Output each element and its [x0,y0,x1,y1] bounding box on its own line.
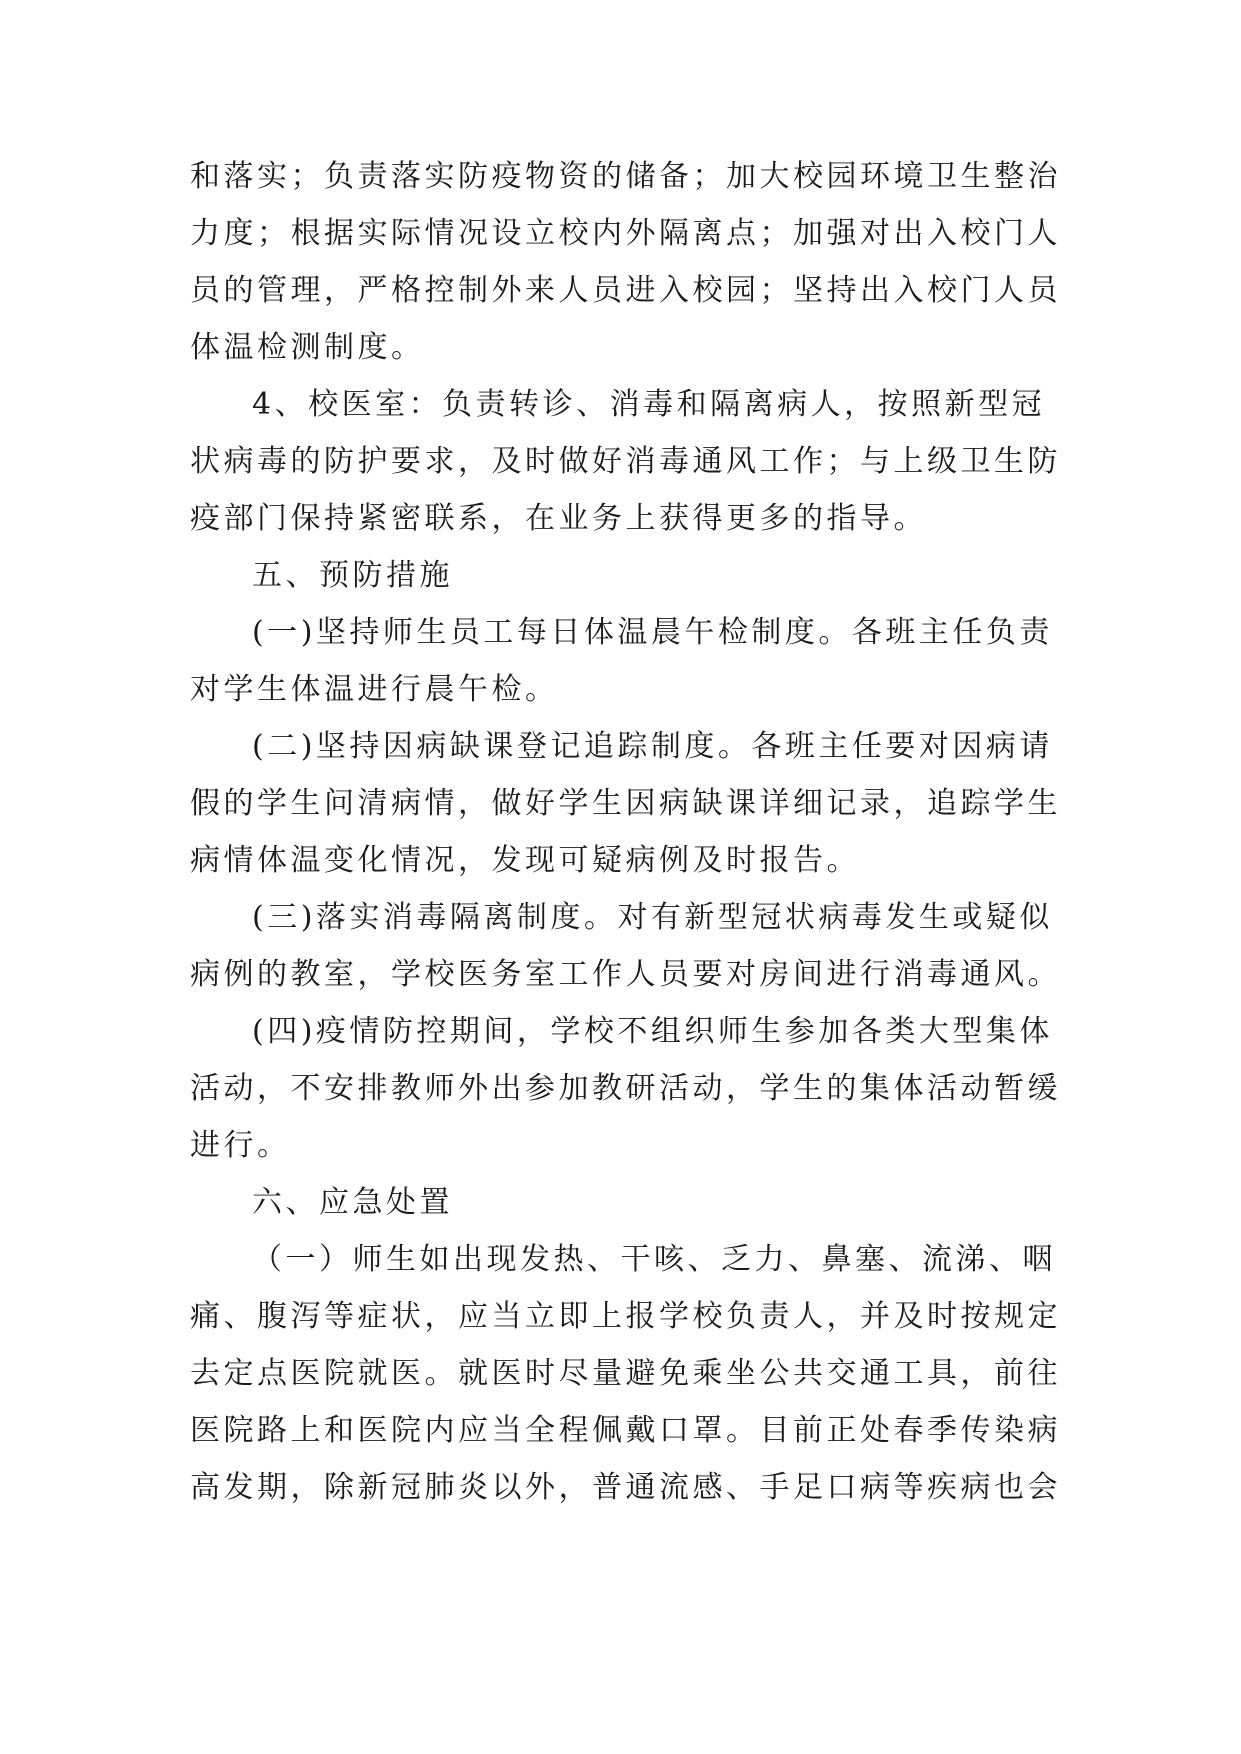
text-line: 对学生体温进行晨午检。 [190,672,559,707]
text-line: 病例的教室，学校医务室工作人员要对房间进行消毒通风。 [190,957,1061,992]
text-line: 去定点医院就医。就医时尽量避免乘坐公共交通工具，前往 [190,1356,1061,1391]
text-line: 医院路上和医院内应当全程佩戴口罩。目前正处春季传染病 [190,1413,1061,1448]
text-line: 疫部门保持紧密联系，在业务上获得更多的指导。 [190,501,927,536]
paragraph-start-line: （一）师生如出现发热、干咳、乏力、鼻塞、流涕、咽 [252,1242,1056,1277]
paragraph-start-line: (二)坚持因病缺课登记追踪制度。各班主任要对因病请 [252,729,1053,764]
text-line: 高发期，除新冠肺炎以外，普通流感、手足口病等疾病也会 [190,1470,1061,1505]
paragraph-start-line: (三)落实消毒隔离制度。对有新型冠状病毒发生或疑似 [252,900,1053,935]
text-line: 病情体温变化情况，发现可疑病例及时报告。 [190,843,860,878]
section-heading: 五、预防措施 [252,558,453,593]
text-line: 活动，不安排教师外出参加教研活动，学生的集体活动暂缓 [190,1071,1061,1106]
text-line: 痛、腹泻等症状，应当立即上报学校负责人，并及时按规定 [190,1299,1061,1334]
text-line: 进行。 [190,1128,291,1163]
document-page [190,148,1061,1516]
text-line: 和落实；负责落实防疫物资的储备；加大校园环境卫生整治 [190,159,1061,194]
text-line: 状病毒的防护要求，及时做好消毒通风工作；与上级卫生防 [190,444,1061,479]
text-line: 力度；根据实际情况设立校内外隔离点；加强对出入校门人 [190,216,1061,251]
section-heading: 六、应急处置 [252,1185,453,1220]
text-line: 体温检测制度。 [190,330,425,365]
paragraph-start-line: (一)坚持师生员工每日体温晨午检制度。各班主任负责 [252,615,1053,650]
paragraph-start-line: (四)疫情防控期间，学校不组织师生参加各类大型集体 [252,1014,1053,1049]
paragraph-start-line: 4、校医室：负责转诊、消毒和隔离病人，按照新型冠 [252,387,1046,422]
text-line: 员的管理，严格控制外来人员进入校园；坚持出入校门人员 [190,273,1061,308]
text-line: 假的学生问清病情，做好学生因病缺课详细记录，追踪学生 [190,786,1061,821]
